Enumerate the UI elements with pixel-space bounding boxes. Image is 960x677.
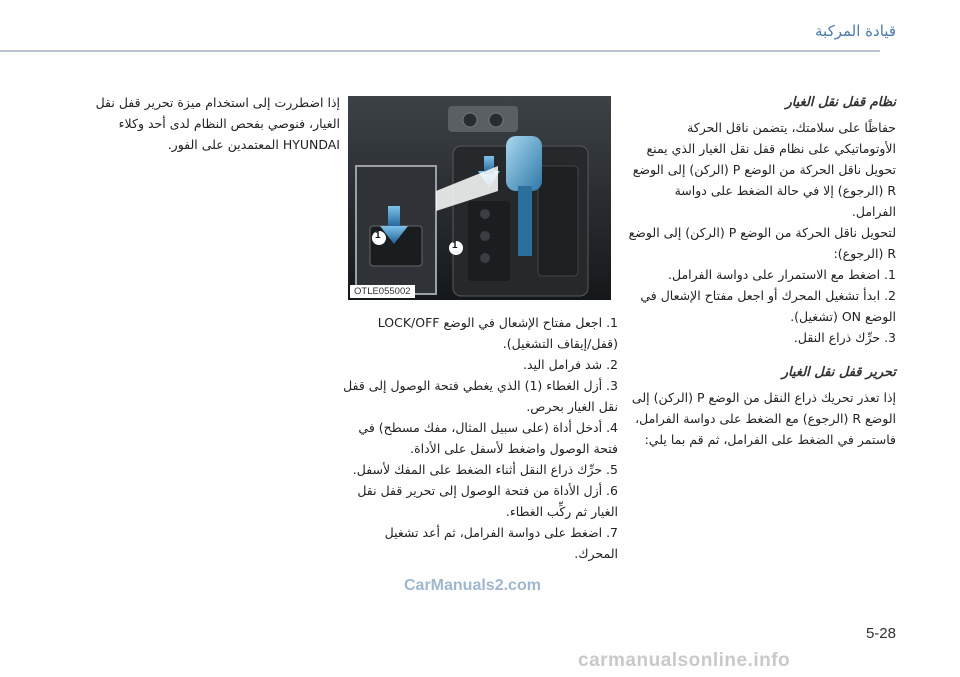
list-item: 3. حرِّك ذراع النقل. — [793, 330, 896, 345]
page-number: 5-28 — [865, 625, 896, 642]
watermark-link[interactable]: carmanualsonline.info — [578, 650, 791, 671]
dealer-inspection-note: إذا اضطررت إلى استخدام ميزة تحرير قفل نقل الغيار، فنوصي بفحص النظام لدى أحد وكلاء HYUNDAI المعتمدين على الفور. — [95, 95, 340, 152]
middle-column — [343, 312, 618, 564]
list-item: 1. اجعل مفتاح الإشعال في الوضع LOCK/OFF (قفل/إيقاف التشغيل). — [377, 315, 618, 351]
heading-shift-lock-release: تحرير قفل نقل الغيار — [781, 365, 896, 380]
list-item: 7. اضغط على دواسة الفرامل، ثم أعد تشغيل المحرك. — [384, 525, 618, 561]
list-item: 2. شد فرامل اليد. — [523, 357, 618, 372]
callout-number: 1 — [375, 230, 381, 241]
callout-number: 1 — [452, 240, 458, 251]
left-column — [86, 92, 340, 155]
list-item: 5. حرِّك ذراع النقل أثناء الضغط على المفك لأسفل. — [352, 462, 618, 477]
list-item: 6. أزل الأداة من فتحة الوصول إلى تحرير قفل نقل الغيار ثم ركِّب الغطاء. — [357, 483, 618, 519]
figure-code: OTLE055002 — [350, 285, 415, 298]
list-item: 4. أدخل أداة (على سبيل المثال، مفك مسطح) في فتحة الوصول واضغط لأسفل على الأداة. — [358, 420, 618, 456]
list-item: 1. اضغط مع الاستمرار على دواسة الفرامل. — [668, 267, 896, 282]
shift-lock-release-photo — [348, 96, 611, 300]
shift-procedure-intro: لتحويل ناقل الحركة من الوضع P (الركن) إلى الوضع R (الرجوع): — [628, 225, 896, 261]
right-column — [628, 92, 896, 450]
shift-lock-description: حفاظًا على سلامتك، يتضمن ناقل الحركة الأوتوماتيكي على نظام قفل نقل الغيار الذي يمنع تحويل ناقل الحركة من الوضع P (الركن) إلى الوضع R (الرجوع) إلا في حالة الضغط على دواسة الفرامل. — [632, 120, 896, 219]
section-title: قيادة المركبة — [815, 22, 896, 40]
header-divider — [0, 50, 880, 52]
heading-shift-lock-system: نظام قفل نقل الغيار — [785, 95, 896, 110]
list-item: 2. ابدأ تشغيل المحرك أو اجعل مفتاح الإشعال في الوضع ON (تشغيل). — [640, 288, 896, 324]
shift-lock-release-description: إذا تعذر تحريك ذراع النقل من الوضع P (الركن) إلى الوضع R (الرجوع) مع الضغط على دواسة الفرامل، فاستمر في الضغط على الفرامل، ثم قم بما يلي: — [631, 390, 896, 447]
list-item: 3. أزل الغطاء (1) الذي يغطي فتحة الوصول إلى قفل نقل الغيار بحرص. — [343, 378, 618, 414]
watermark-link[interactable]: CarManuals2.com — [404, 577, 541, 594]
